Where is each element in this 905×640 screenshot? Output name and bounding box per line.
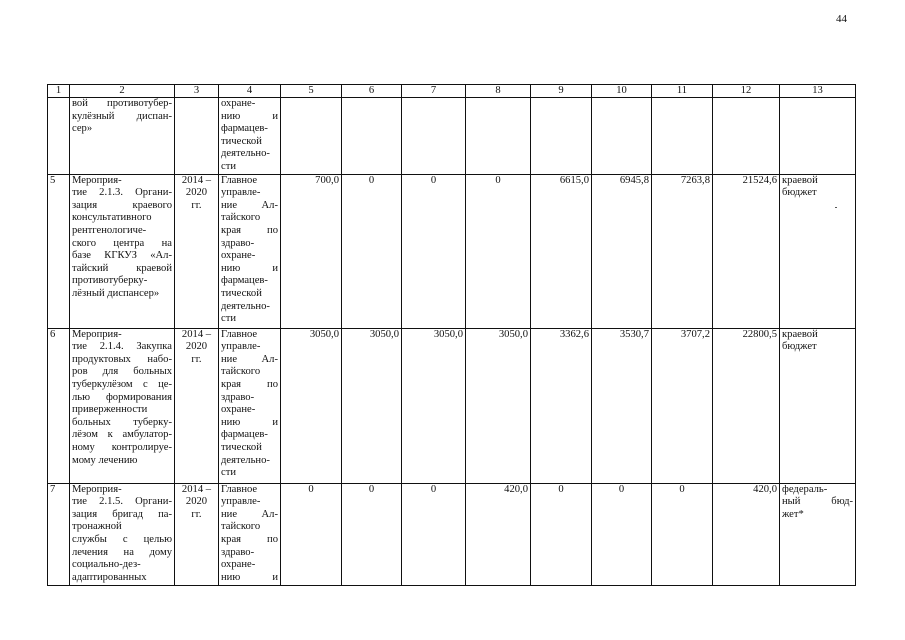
amount-cell: 0 — [402, 174, 466, 328]
text-line: зация бригад па- — [72, 508, 172, 520]
table-row — [48, 328, 856, 483]
funding-source-cell — [780, 174, 856, 328]
funding-source-cell — [780, 483, 856, 585]
header-cell: 12 — [713, 85, 780, 98]
scan-speck — [835, 207, 837, 208]
text-line: Главное — [221, 483, 258, 495]
text-line: здраво- — [221, 391, 255, 403]
text-line: 2014 – — [181, 174, 212, 186]
text-line: тической — [221, 287, 262, 299]
text-line: федераль- — [782, 483, 828, 495]
text-line: продуктовых набо- — [72, 353, 172, 365]
text-line: кулёзный диспан- — [72, 110, 172, 122]
amount-cell: 0 — [592, 483, 652, 585]
text-line: сер» — [72, 123, 93, 135]
text-line: туберкулёзом с це- — [72, 378, 172, 390]
text-line: ние Ал- — [221, 199, 278, 211]
text-line: нию и — [221, 110, 278, 122]
row-number-cell: 7 — [48, 483, 70, 585]
header-cell: 1 — [48, 85, 70, 98]
text-line: охране- — [221, 98, 256, 109]
text-line: нию и — [221, 571, 278, 583]
text-line: консультативного — [72, 212, 152, 224]
value-cell — [342, 98, 402, 175]
executor-cell — [219, 174, 281, 328]
amount-cell: 0 — [466, 174, 531, 328]
text-line: лёзный диспансер» — [72, 287, 160, 299]
text-line: здраво- — [221, 237, 255, 249]
header-cell: 7 — [402, 85, 466, 98]
table-row — [48, 483, 856, 585]
executor-cell — [219, 483, 281, 585]
text-line: тической — [221, 135, 262, 147]
text-line: тие 2.1.3. Органи- — [72, 187, 172, 199]
period-cell — [175, 483, 219, 585]
value-cell — [531, 98, 592, 175]
text-line: тие 2.1.4. Закупка — [72, 341, 172, 353]
amount-cell: 0 — [652, 483, 713, 585]
amount-cell: 3362,6 — [531, 328, 592, 483]
amount-cell: 3050,0 — [402, 328, 466, 483]
text-line: рентгенологиче- — [72, 224, 147, 236]
amount-cell: 6615,0 — [531, 174, 592, 328]
year-cell — [175, 98, 219, 175]
header-cell: 10 — [592, 85, 652, 98]
value-cell — [652, 98, 713, 175]
value-cell — [592, 98, 652, 175]
text-line: управле- — [221, 187, 261, 199]
text-line: мому лечению — [72, 454, 138, 466]
amount-cell: 0 — [402, 483, 466, 585]
amount-cell: 3530,7 — [592, 328, 652, 483]
header-cell: 8 — [466, 85, 531, 98]
text-line: охране- — [221, 250, 256, 262]
text-line: фармацев- — [221, 429, 268, 441]
executor-cell — [219, 328, 281, 483]
text-line: ному контролируе- — [72, 441, 172, 453]
text-line: фармацев- — [221, 275, 268, 287]
text-line: лечения на дому — [72, 546, 172, 558]
text-line: жет* — [782, 508, 804, 520]
number-cell — [48, 98, 70, 175]
text-line: Главное — [221, 174, 258, 186]
text-line: гг. — [191, 199, 202, 211]
amount-cell: 420,0 — [466, 483, 531, 585]
text-line: Мероприя- — [72, 483, 122, 495]
text-line: тайский краевой — [72, 262, 172, 274]
text-line: больных туберку- — [72, 416, 172, 428]
text-line: тайского — [221, 212, 261, 224]
row-number-cell: 6 — [48, 328, 70, 483]
amount-cell: 21524,6 — [713, 174, 780, 328]
text-line: зация краевого — [72, 199, 172, 211]
period-cell — [175, 328, 219, 483]
funding-source-cell — [780, 328, 856, 483]
text-line: ского центра на — [72, 237, 172, 249]
text-line: адаптированных — [72, 571, 147, 583]
text-line: лью формирования — [72, 391, 172, 403]
text-line: краевой — [782, 174, 818, 186]
text-line: вой противотубер- — [72, 98, 172, 109]
text-line: 2020 — [185, 187, 208, 199]
row-number-cell: 5 — [48, 174, 70, 328]
header-cell: 6 — [342, 85, 402, 98]
text-line: нию и — [221, 416, 278, 428]
text-line: бюджет — [782, 341, 817, 353]
text-line: Мероприя- — [72, 174, 122, 186]
text-line: социально-дез- — [72, 559, 141, 571]
text-line: управле- — [221, 496, 261, 508]
text-line: противотуберку- — [72, 275, 148, 287]
text-line: краевой — [782, 328, 818, 340]
amount-cell: 3050,0 — [342, 328, 402, 483]
text-line: базе КГКУЗ «Ал- — [72, 250, 172, 262]
text-line: охране- — [221, 559, 256, 571]
text-line: лёзом к амбулатор- — [72, 429, 172, 441]
text-line: бюджет — [782, 187, 817, 199]
text-line: ние Ал- — [221, 353, 278, 365]
header-cell: 4 — [219, 85, 281, 98]
amount-cell: 0 — [281, 483, 342, 585]
header-cell: 2 — [70, 85, 175, 98]
amount-cell: 6945,8 — [592, 174, 652, 328]
amount-cell: 7263,8 — [652, 174, 713, 328]
amount-cell: 0 — [342, 483, 402, 585]
source-cell — [780, 98, 856, 175]
page-number: 44 — [836, 13, 847, 25]
text-line: края по — [221, 224, 278, 236]
text-line: 2014 – — [181, 483, 212, 495]
text-line: здраво- — [221, 546, 255, 558]
text-line: деятельно- — [221, 454, 270, 466]
text-line: ние Ал- — [221, 508, 278, 520]
text-line: ров для больных — [72, 366, 172, 378]
amount-cell: 3707,2 — [652, 328, 713, 483]
executor-cell — [219, 98, 281, 175]
amount-cell: 3050,0 — [466, 328, 531, 483]
text-line: приверженности — [72, 404, 148, 416]
text-line: сти — [221, 313, 237, 325]
header-cell: 9 — [531, 85, 592, 98]
text-line: тайского — [221, 366, 261, 378]
measure-name-cell — [70, 174, 175, 328]
text-line: тронажной — [72, 521, 122, 533]
text-line: тие 2.1.5. Органи- — [72, 496, 172, 508]
text-line: деятельно- — [221, 148, 270, 160]
measure-name-cell — [70, 328, 175, 483]
value-cell — [402, 98, 466, 175]
text-line: охране- — [221, 404, 256, 416]
header-row — [48, 85, 856, 98]
header-cell: 5 — [281, 85, 342, 98]
text-line: службы с целью — [72, 533, 172, 545]
amount-cell: 700,0 — [281, 174, 342, 328]
text-line: края по — [221, 533, 278, 545]
text-line: края по — [221, 378, 278, 390]
table-body — [48, 85, 856, 586]
text-line: ный бюд- — [782, 496, 853, 508]
text-line: тайского — [221, 521, 261, 533]
header-cell: 3 — [175, 85, 219, 98]
text-line: сти — [221, 467, 237, 479]
amount-cell: 420,0 — [713, 483, 780, 585]
text-line: 2014 – — [181, 328, 212, 340]
name-cell — [70, 98, 175, 175]
period-cell — [175, 174, 219, 328]
text-line: гг. — [191, 353, 202, 365]
measure-name-cell — [70, 483, 175, 585]
text-line: Главное — [221, 328, 258, 340]
continuation-row — [48, 98, 856, 175]
text-line: гг. — [191, 508, 202, 520]
text-line: 2020 — [185, 496, 208, 508]
amount-cell: 0 — [531, 483, 592, 585]
text-line: 2020 — [185, 341, 208, 353]
text-line: нию и — [221, 262, 278, 274]
table-row — [48, 174, 856, 328]
text-line: Мероприя- — [72, 328, 122, 340]
text-line: сти — [221, 160, 237, 172]
amount-cell: 0 — [342, 174, 402, 328]
text-line: фармацев- — [221, 123, 268, 135]
value-cell — [466, 98, 531, 175]
value-cell — [713, 98, 780, 175]
value-cell — [281, 98, 342, 175]
budget-table — [47, 84, 856, 586]
header-cell: 13 — [780, 85, 856, 98]
amount-cell: 22800,5 — [713, 328, 780, 483]
header-cell: 11 — [652, 85, 713, 98]
amount-cell: 3050,0 — [281, 328, 342, 483]
text-line: деятельно- — [221, 300, 270, 312]
text-line: управле- — [221, 341, 261, 353]
text-line: тической — [221, 441, 262, 453]
